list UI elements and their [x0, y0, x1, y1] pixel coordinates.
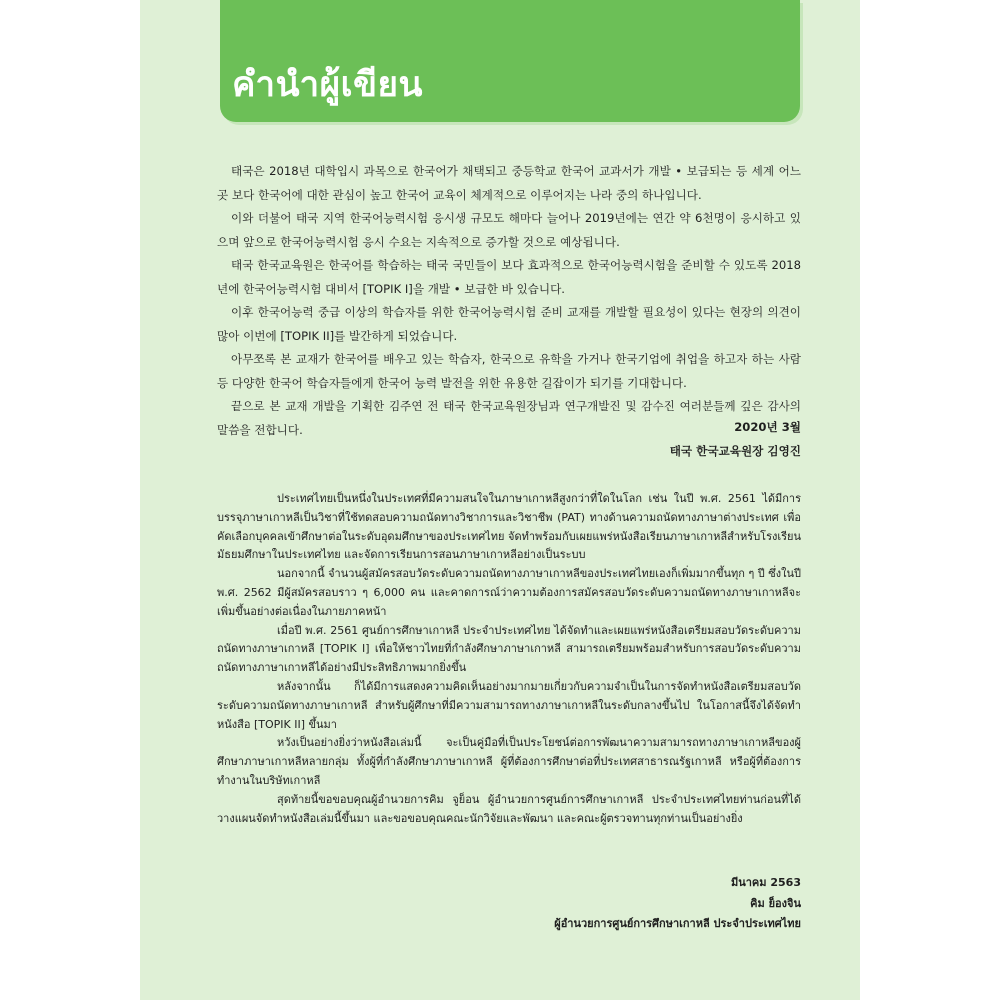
korean-paragraph: 태국 한국교육원은 한국어를 학습하는 태국 국민들이 보다 효과적으로 한국어능력시험을 준비할 수 있도록 2018년에 한국어능력시험 대비서 [TOPIK I]을 개발 • 보급한 바 있습니다.	[217, 258, 801, 296]
thai-paragraph: หวังเป็นอย่างยิ่งว่าหนังสือเล่มนี้ จะเป็นคู่มือที่เป็นประโยชน์ต่อการพัฒนาความสามารถทางภาษาเกาหลีของผู้ศึกษาภาษาเกาหลีหลายกลุ่ม ทั้งผู้ที่กำลังศึกษาภาษาเกาหลี ผู้ที่ต้องการศึกษาต่อที่ประเทศสาธารณรัฐเกาหลี หรือผู้ที่ต้องการทำงานในบริษัทเกาหลี	[217, 736, 801, 787]
title-banner	[220, 0, 800, 122]
korean-paragraph: 이와 더불어 태국 지역 한국어능력시험 응시생 규모도 해마다 늘어나 2019년에는 연간 약 6천명이 응시하고 있으며 앞으로 한국어능력시험 응시 수요는 지속적으로 증가할 것으로 예상됩니다.	[217, 211, 801, 249]
thai-paragraph: หลังจากนั้น ก็ได้มีการแสดงความคิดเห็นอย่างมากมายเกี่ยวกับความจำเป็นในการจัดทำหนังสือเตรียมสอบวัดระดับความถนัดทางภาษาเกาหลี สำหรับผู้ศึกษาที่มีความสามารถทางภาษาเกาหลีในระดับกลางขึ้นไป ในโอกาสนี้จึงได้จัดทำหนังสือ [TOPIK II] ขึ้นมา	[217, 679, 801, 731]
korean-paragraph: 이후 한국어능력 중급 이상의 학습자를 위한 한국어능력시험 준비 교재를 개발할 필요성이 있다는 현장의 의견이 많아 이번에 [TOPIK II]를 발간하게 되었습니다.	[217, 305, 801, 343]
korean-paragraph: 태국은 2018년 대학입시 과목으로 한국어가 채택되고 중등학교 한국어 교과서가 개발 • 보급되는 등 세계 어느 곳 보다 한국어에 대한 관심이 높고 한국어 교육이 체계적으로 이루어지는 나라 중의 하나입니다.	[217, 164, 801, 202]
korean-date: 2020년 3월	[734, 420, 801, 434]
korean-paragraph: 아무쪼록 본 교재가 한국어를 배우고 있는 학습자, 한국으로 유학을 가거나 한국기업에 취업을 하고자 하는 사람 등 다양한 한국어 학습자들에게 한국어 능력 발전을 위한 유용한 길잡이가 되기를 기대합니다.	[217, 352, 801, 390]
thai-date: มีนาคม 2563	[730, 876, 801, 889]
thai-paragraph: เมื่อปี พ.ศ. 2561 ศูนย์การศึกษาเกาหลี ประจำประเทศไทย ได้จัดทำและเผยแพร่หนังสือเตรียมสอบวัดระดับความถนัดทางภาษาเกาหลี [TOPIK I] เพื่อให้ชาวไทยที่กำลังศึกษาภาษาเกาหลี สามารถเตรียมพร้อมสำหรับการสอบวัดระดับความถนัดทางภาษาเกาหลีได้อย่างมีประสิทธิภาพมากยิ่งขึ้น	[217, 623, 801, 675]
page-title: คำนำผู้เขียน	[232, 65, 423, 105]
thai-author-name: คิม ย็องจิน	[750, 896, 801, 910]
thai-paragraph: สุดท้ายนี้ขอขอบคุณผู้อำนวยการคิม จูย็อน ผู้อำนวยการศูนย์การศึกษาเกาหลี ประจำประเทศไทยท่านก่อนที่ได้วางแผนจัดทำหนังสือเล่มนี้ขึ้นมา และขอขอบคุณคณะนักวิจัยและพัฒนา และคณะผู้ตรวจทานทุกท่านเป็นอย่างยิ่ง	[217, 792, 801, 825]
korean-signature	[217, 415, 801, 463]
thai-author-title: ผู้อำนวยการศูนย์การศึกษาเกาหลี ประจำประเทศไทย	[554, 917, 801, 930]
thai-preface	[217, 490, 801, 828]
thai-paragraph: ประเทศไทยเป็นหนึ่งในประเทศที่มีความสนใจในภาษาเกาหลีสูงกว่าที่ใดในโลก เช่น ในปี พ.ศ. 2561 ได้มีการบรรจุภาษาเกาหลีเป็นวิชาที่ใช้ทดสอบความถนัดทางวิชาการและวิชาชีพ (PAT) ทางด้านความถนัดทางภาษาต่างประเทศ เพื่อคัดเลือกบุคคลเข้าศึกษาต่อในระดับอุดมศึกษาของประเทศไทย จัดทำพร้อมกับเผยแพร่หนังสือเรียนภาษาเกาหลีสำหรับโรงเรียนมัธยมศึกษาในประเทศไทย และจัดการเรียนการสอนภาษาเกาหลีอย่างเป็นระบบ	[217, 492, 801, 562]
document-page	[140, 0, 860, 1000]
thai-paragraph: นอกจากนี้ จำนวนผู้สมัครสอบวัดระดับความถนัดทางภาษาเกาหลีของประเทศไทยเองก็เพิ่มมากขึ้นทุก ๆ ปี ซึ่งในปี พ.ศ. 2562 มีผู้สมัครสอบราว ๆ 6,000 คน และคาดการณ์ว่าความต้องการสมัครสอบวัดระดับความถนัดทางภาษาเกาหลีจะเพิ่มขึ้นอย่างต่อเนื่องในภายภาคหน้า	[217, 567, 801, 618]
korean-paragraph: 끝으로 본 교재 개발을 기획한 김주연 전 태국 한국교육원장님과 연구개발진 및 감수진 여러분들께 깊은 감사의 말씀을 전합니다.	[217, 399, 801, 437]
thai-signature	[217, 873, 801, 935]
korean-preface	[217, 160, 801, 442]
korean-author: 태국 한국교육원장 김영진	[669, 444, 801, 458]
